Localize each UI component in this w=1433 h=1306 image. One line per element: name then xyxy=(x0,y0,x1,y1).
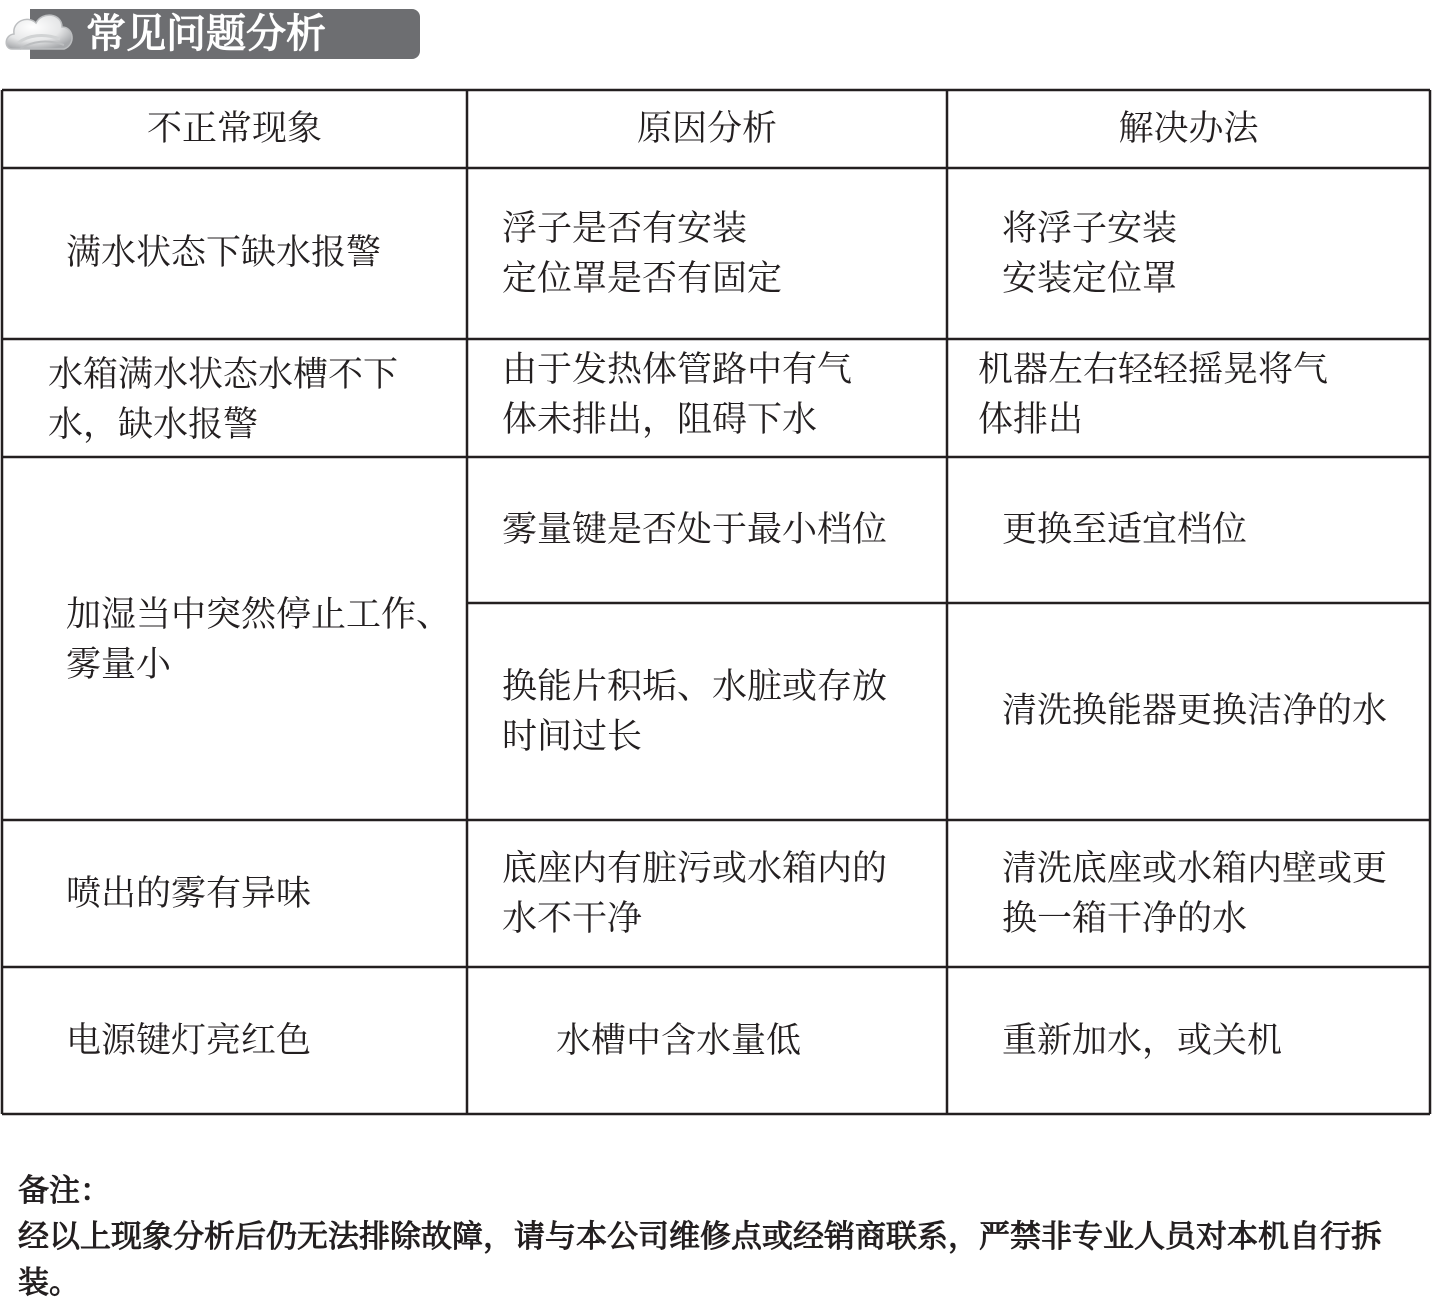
note-block xyxy=(18,1168,1423,1306)
row3-cause-a: 雾量键是否处于最小档位 xyxy=(502,510,888,550)
row2-cause: 由于发热体管路中有气 体未排出，阻碍下水 xyxy=(502,350,853,440)
row3-symptom: 加湿当中突然停止工作、 雾量小 xyxy=(66,595,452,685)
header-solution: 解决办法 xyxy=(1118,109,1259,149)
row5-solution: 重新加水，或关机 xyxy=(1002,1021,1283,1061)
row1-symptom: 满水状态下缺水报警 xyxy=(66,233,382,273)
header-symptom: 不正常现象 xyxy=(146,109,322,149)
row2-symptom: 水箱满水状态水槽不下 水，缺水报警 xyxy=(48,355,399,445)
row4-cause: 底座内有脏污或水箱内的 水不干净 xyxy=(502,849,888,939)
row5-symptom: 电源键灯亮红色 xyxy=(66,1021,312,1061)
page-title: 常见问题分析 xyxy=(86,11,326,57)
row4-solution: 清洗底座或水箱内壁或更 换一箱干净的水 xyxy=(1002,849,1388,939)
row5-cause: 水槽中含水量低 xyxy=(556,1021,802,1061)
header-cause: 原因分析 xyxy=(636,109,777,149)
note-text: 经以上现象分析后仍无法排除故障，请与本公司维修点或经销商联系，严禁非专业人员对本机自行拆装。 xyxy=(18,1219,1382,1301)
row3-cause-b: 换能片积垢、水脏或存放 时间过长 xyxy=(502,667,888,757)
row2-solution: 机器左右轻轻摇晃将气 体排出 xyxy=(978,350,1329,440)
note-label: 备注： xyxy=(18,1173,111,1209)
row1-solution: 将浮子安装 安装定位罩 xyxy=(1002,209,1178,299)
row3-solution-a: 更换至适宜档位 xyxy=(1002,510,1248,550)
row1-cause: 浮子是否有安装 定位罩是否有固定 xyxy=(502,209,783,299)
row4-symptom: 喷出的雾有异味 xyxy=(66,874,312,914)
row3-solution-b: 清洗换能器更换洁净的水 xyxy=(1002,691,1388,731)
